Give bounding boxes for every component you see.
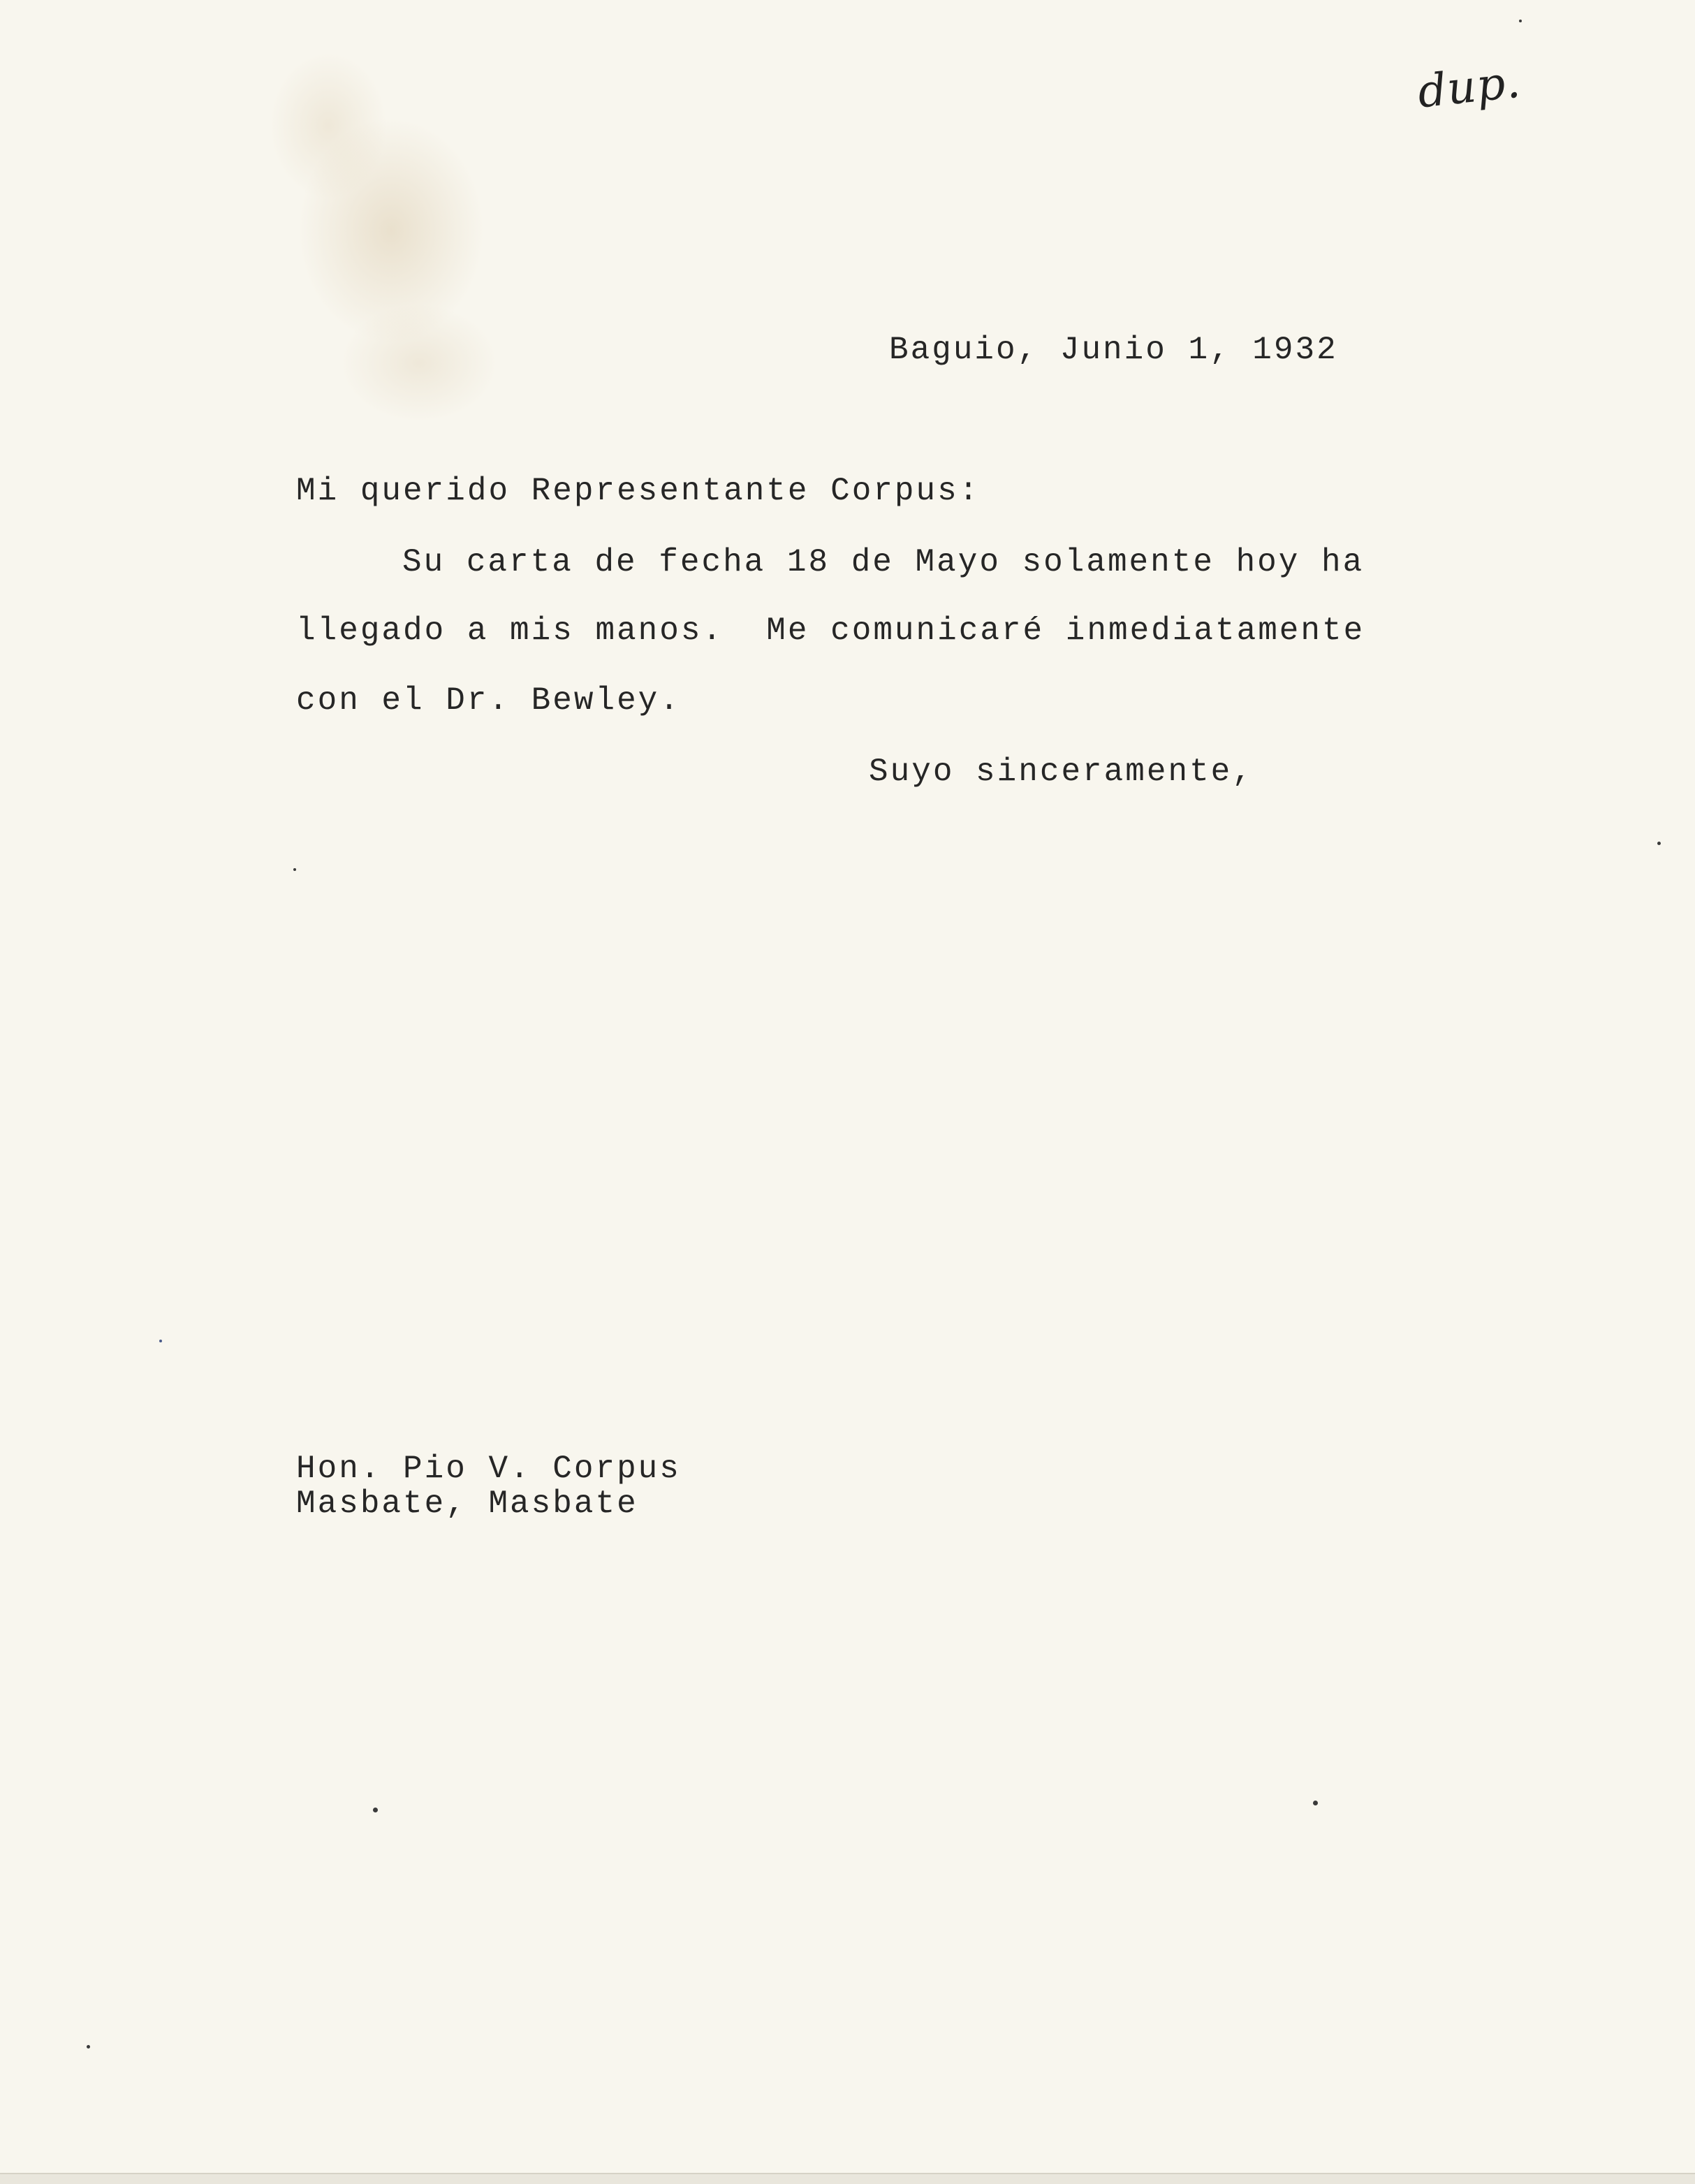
letter-body-line: llegado a mis manos. Me comunicaré inmediatamente [296,613,1365,649]
paper-speck [159,1340,162,1342]
paper-speck [1657,842,1661,845]
paper-speck [293,868,296,871]
handwritten-annotation: dup. [1415,56,1523,119]
paper-speck [1519,20,1522,22]
letter-closing: Suyo sinceramente, [869,754,1254,790]
recipient-location: Masbate, Masbate [296,1486,638,1522]
paper-speck [1313,1801,1318,1805]
recipient-name: Hon. Pio V. Corpus [296,1451,681,1487]
letter-salutation: Mi querido Representante Corpus: [296,473,981,509]
paper-speck [87,2045,90,2049]
letter-date: Baguio, Junio 1, 1932 [889,332,1338,368]
paper-speck [373,1808,378,1812]
scan-edge [0,2173,1695,2184]
letter-body-line: Su carta de fecha 18 de Mayo solamente hoy ha [402,544,1365,580]
letter-body-line: con el Dr. Bewley. [296,682,681,719]
